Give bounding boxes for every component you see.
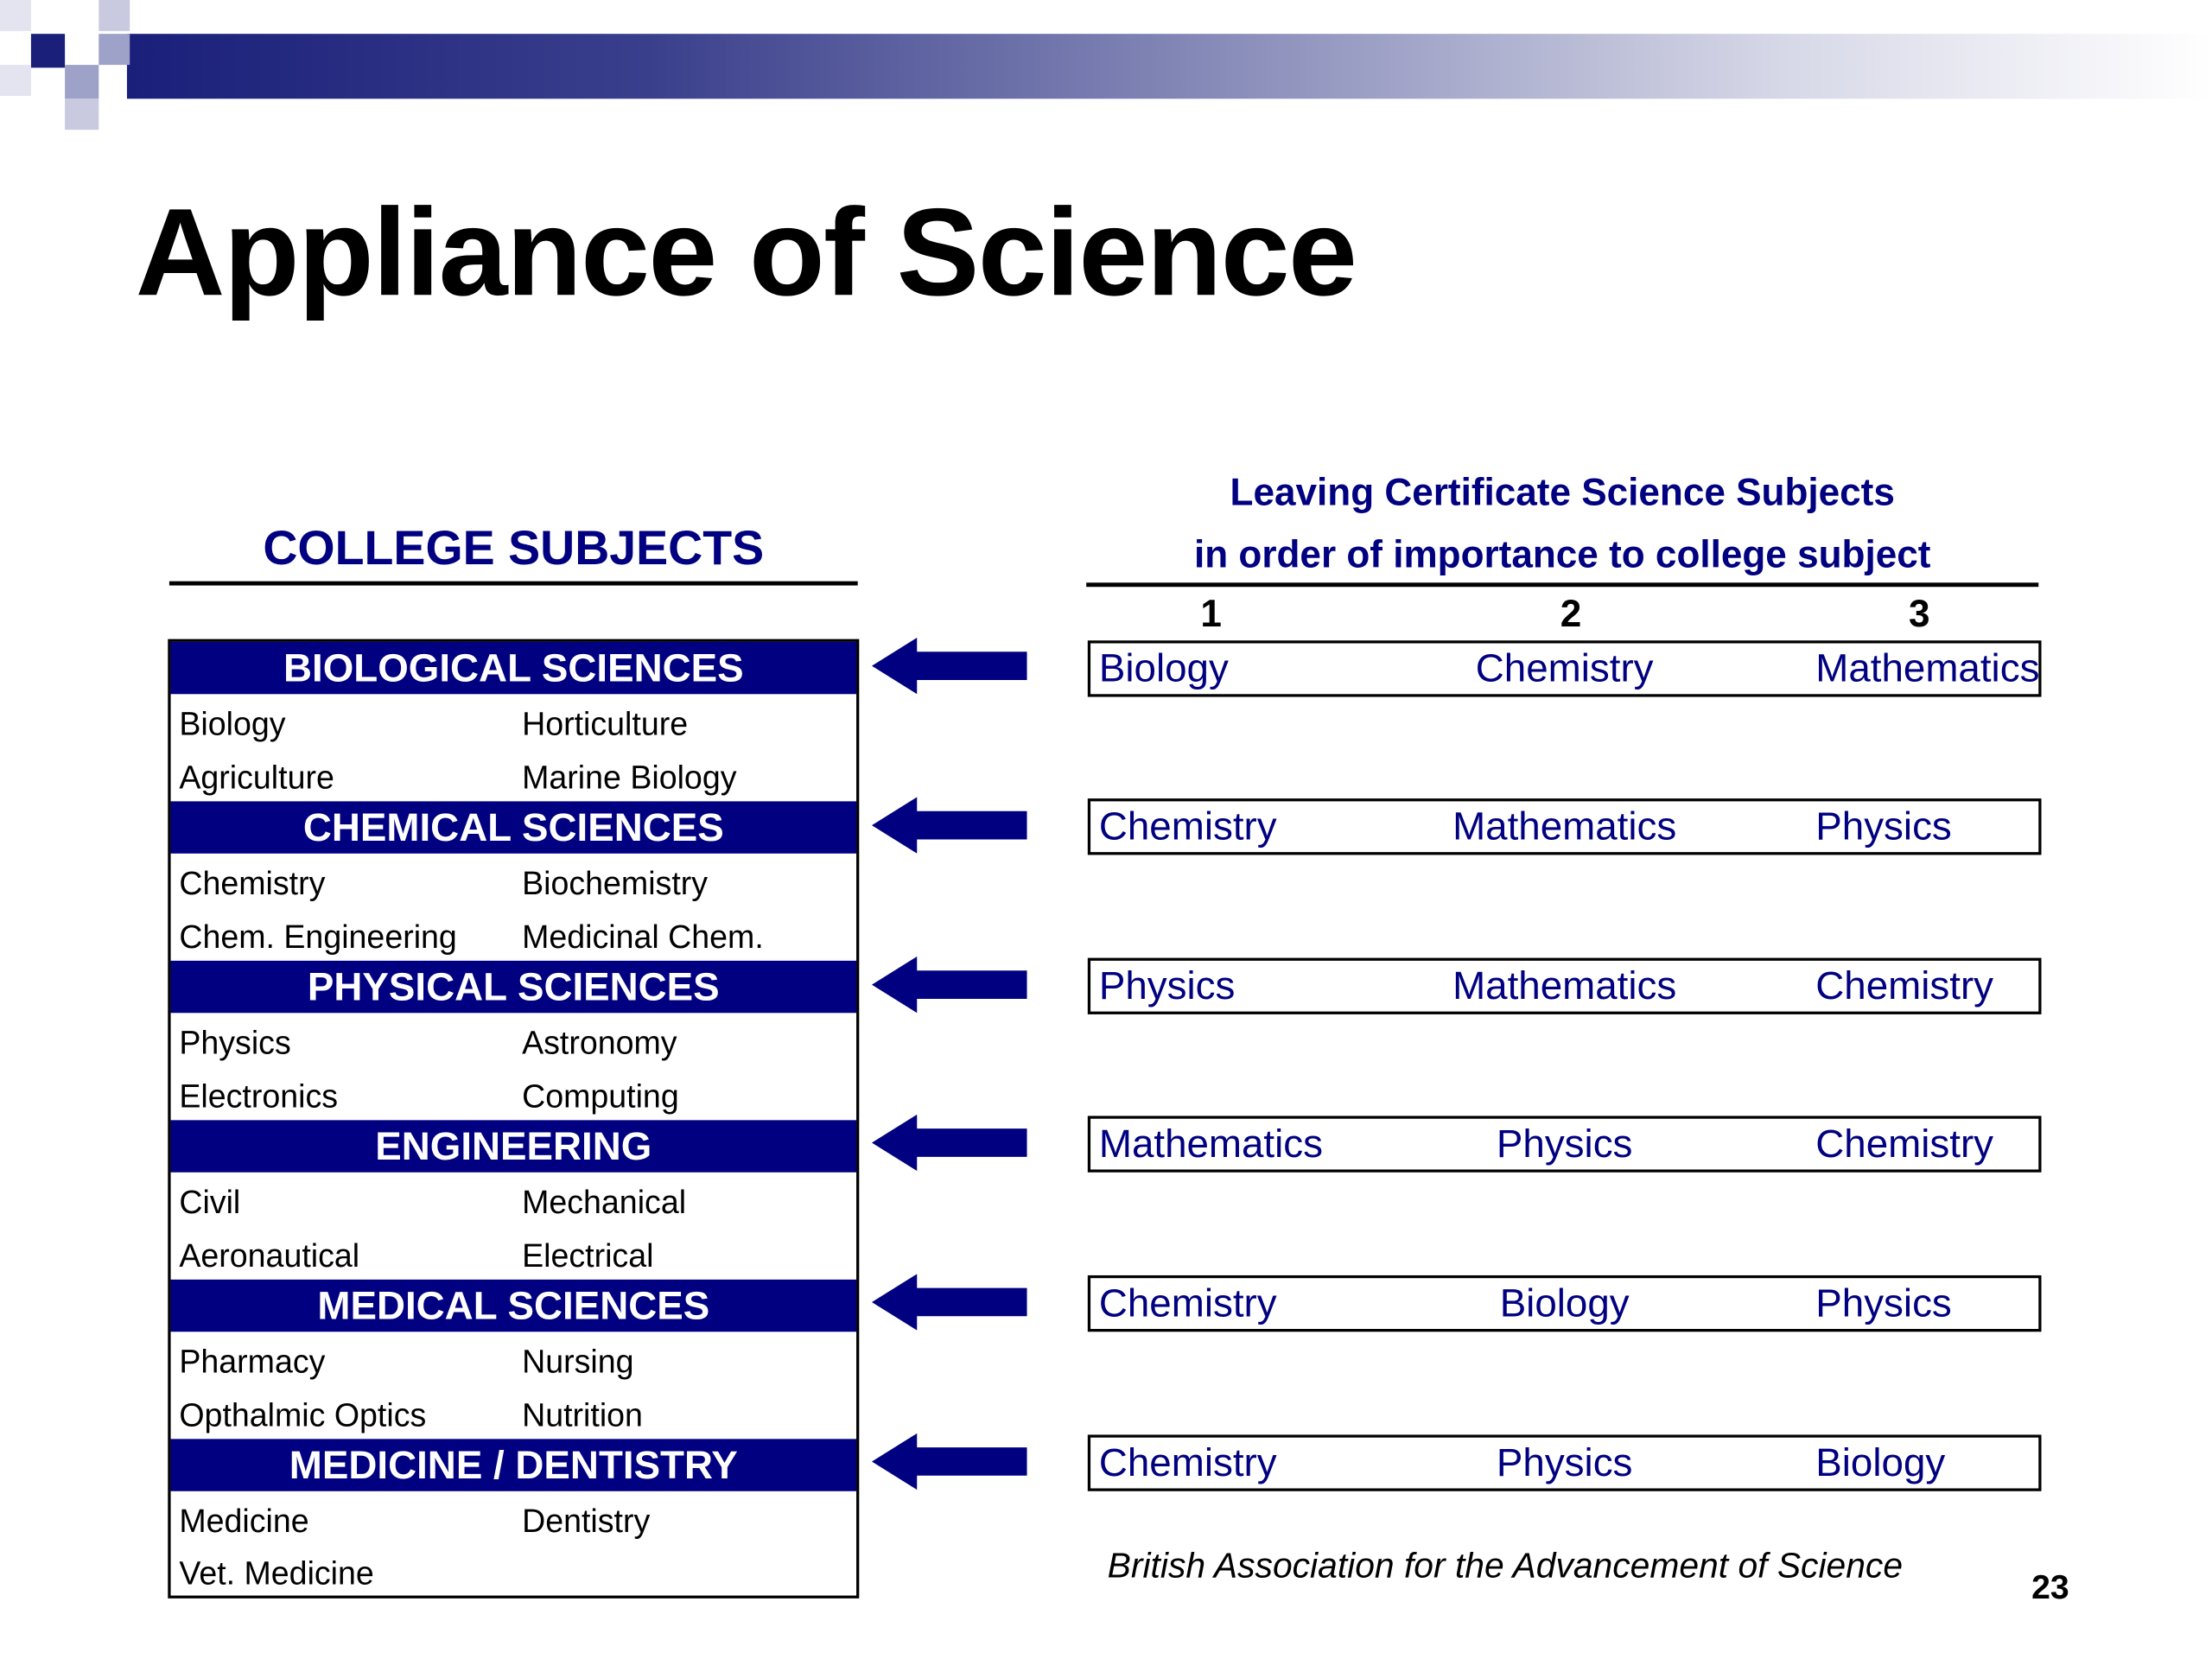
- left-arrow-icon: [872, 957, 1027, 1013]
- subject-item: Nursing: [522, 1343, 634, 1380]
- left-arrow-icon: [872, 638, 1027, 694]
- rank-2-subject: Mathematics: [1452, 804, 1677, 849]
- rank-3-subject: Biology: [1815, 1440, 1946, 1484]
- group-header-medical: MEDICAL SCIENCES: [171, 1280, 856, 1332]
- rank-2-subject: Biology: [1499, 1281, 1630, 1325]
- leaving-cert-header: Leaving Certificate Science Subjects: [1230, 471, 1895, 514]
- rank-1-subject: Physics: [1098, 963, 1236, 1007]
- rank-1-subject: Chemistry: [1098, 1440, 1277, 1484]
- ranking-row: [1088, 1116, 2042, 1172]
- rank-3-subject: Chemistry: [1815, 1121, 1994, 1166]
- subject-item: Biochemistry: [522, 864, 709, 902]
- decor-square: [65, 99, 99, 130]
- ranking-row: [1088, 798, 2042, 855]
- rank-1-subject: Chemistry: [1098, 1281, 1277, 1325]
- rank-2-subject: Chemistry: [1475, 645, 1654, 690]
- subject-item: Agriculture: [179, 759, 334, 796]
- subject-item: Civil: [179, 1183, 241, 1221]
- subject-item: Opthalmic Optics: [179, 1396, 427, 1433]
- ranking-row: [1088, 640, 2042, 696]
- rank-2-subject: Physics: [1496, 1121, 1633, 1166]
- subject-item: Dentistry: [522, 1502, 651, 1540]
- header-rule: [169, 582, 858, 586]
- subject-item: Electrical: [522, 1236, 654, 1274]
- rank-2-subject: Physics: [1496, 1440, 1633, 1484]
- left-arrow-icon: [872, 1274, 1027, 1330]
- ranking-row: [1088, 1275, 2042, 1332]
- leaving-cert-subheader: in order of importance to college subject: [1194, 533, 1931, 576]
- rank-label: 3: [1909, 592, 1930, 635]
- subject-item: Chem. Engineering: [179, 918, 457, 956]
- decor-square: [65, 65, 99, 99]
- slide-title: Appliance of Science: [135, 181, 1357, 322]
- rank-1-subject: Mathematics: [1098, 1121, 1324, 1166]
- left-arrow-icon: [872, 1433, 1027, 1490]
- header-gradient-bar: [127, 34, 2212, 99]
- rank-3-subject: Mathematics: [1815, 645, 2040, 690]
- decor-square: [31, 34, 65, 67]
- group-header-chemical: CHEMICAL SCIENCES: [171, 801, 856, 853]
- decor-square: [0, 65, 31, 96]
- decor-square: [99, 0, 130, 31]
- rank-1-subject: Chemistry: [1098, 804, 1277, 849]
- subject-item: Vet. Medicine: [179, 1554, 374, 1592]
- subject-item: Physics: [179, 1024, 291, 1061]
- subject-item: Medicinal Chem.: [522, 918, 764, 956]
- left-arrow-icon: [872, 1115, 1027, 1171]
- source-credit: British Association for the Advancement of Science: [1107, 1546, 1904, 1586]
- decor-square: [99, 34, 130, 65]
- group-header-medicine-dentistry: MEDICINE / DENTISTRY: [171, 1439, 856, 1491]
- page-number: 23: [2031, 1568, 2069, 1607]
- subject-item: Electronics: [179, 1077, 339, 1115]
- rank-label: 2: [1560, 592, 1582, 635]
- subject-item: Nutrition: [522, 1396, 643, 1433]
- rank-1-subject: Biology: [1098, 645, 1229, 690]
- college-subjects-table: [168, 639, 859, 1599]
- group-header-biological: BIOLOGICAL SCIENCES: [171, 642, 856, 694]
- rank-3-subject: Physics: [1815, 804, 1952, 849]
- group-header-physical: PHYSICAL SCIENCES: [171, 961, 856, 1013]
- header-rule: [1086, 582, 2038, 587]
- rank-3-subject: Physics: [1815, 1281, 1952, 1325]
- left-arrow-icon: [872, 797, 1027, 853]
- rank-label: 1: [1200, 592, 1222, 635]
- subject-item: Medicine: [179, 1502, 309, 1540]
- subject-item: Aeronautical: [179, 1236, 360, 1274]
- ranking-row: [1088, 1434, 2042, 1491]
- college-subjects-header: COLLEGE SUBJECTS: [263, 522, 765, 576]
- rank-3-subject: Chemistry: [1815, 963, 1994, 1007]
- subject-item: Mechanical: [522, 1183, 687, 1221]
- ranking-row: [1088, 958, 2042, 1014]
- rank-2-subject: Mathematics: [1452, 963, 1677, 1007]
- subject-item: Computing: [522, 1077, 679, 1115]
- subject-item: Pharmacy: [179, 1343, 326, 1380]
- subject-item: Chemistry: [179, 864, 326, 902]
- decor-square: [0, 0, 31, 31]
- subject-item: Marine Biology: [522, 759, 737, 796]
- subject-item: Biology: [179, 705, 286, 742]
- group-header-engineering: ENGINEERING: [171, 1120, 856, 1172]
- subject-item: Horticulture: [522, 705, 689, 742]
- subject-item: Astronomy: [522, 1024, 677, 1061]
